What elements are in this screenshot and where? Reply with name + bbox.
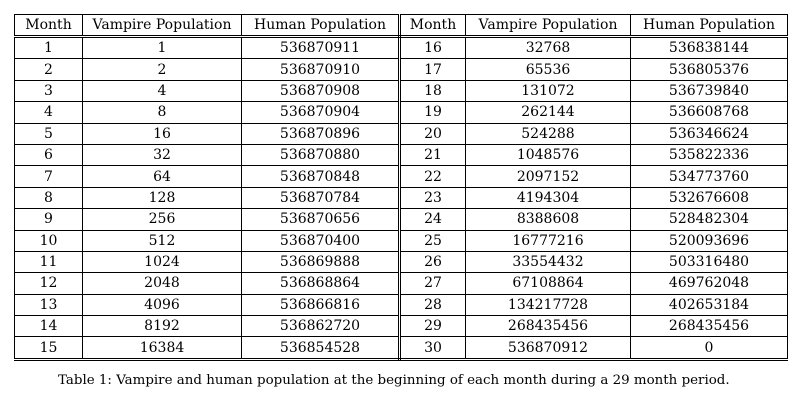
vampire-population-right-cell: 262144 [466,102,631,123]
table-row [15,187,788,208]
vampire-population-right-cell: 131072 [466,80,631,101]
vampire-population-right-cell: 65536 [466,59,631,80]
vampire-population-right-cell: 134217728 [466,294,631,315]
table-row [15,37,788,59]
month-left-cell: 10 [15,230,83,251]
month-right-cell: 19 [400,102,466,123]
month-right-cell: 16 [400,37,466,59]
table-header-row [15,15,788,37]
vampire-population-right-cell: 33554432 [466,251,631,272]
population-table [14,14,788,361]
human-population-right-cell: 268435456 [631,316,788,337]
month-left-cell: 2 [15,59,83,80]
month-left-cell: 3 [15,80,83,101]
month-left-cell: 5 [15,123,83,144]
vampire-population-right-cell: 2097152 [466,166,631,187]
vampire-population-left-cell: 512 [83,230,242,251]
human-population-right-cell: 532676608 [631,187,788,208]
month-right-cell: 28 [400,294,466,315]
table-row [15,316,788,337]
human-population-right-cell: 402653184 [631,294,788,315]
human-population-left-cell: 536869888 [242,251,400,272]
human-population-right-cell: 0 [631,337,788,359]
vampire-population-right-cell: 16777216 [466,230,631,251]
header-month-right: Month [400,15,466,37]
month-left-cell: 8 [15,187,83,208]
table-row [15,123,788,144]
table-row [15,102,788,123]
human-population-right-cell: 503316480 [631,251,788,272]
month-right-cell: 17 [400,59,466,80]
month-left-cell: 15 [15,337,83,359]
human-population-left-cell: 536870880 [242,144,400,165]
human-population-right-cell: 536805376 [631,59,788,80]
population-table-container [14,14,788,361]
human-population-left-cell: 536870904 [242,102,400,123]
vampire-population-left-cell: 256 [83,209,242,230]
vampire-population-left-cell: 2048 [83,273,242,294]
human-population-right-cell: 536838144 [631,37,788,59]
vampire-population-right-cell: 1048576 [466,144,631,165]
human-population-left-cell: 536870908 [242,80,400,101]
human-population-right-cell: 528482304 [631,209,788,230]
vampire-population-right-cell: 268435456 [466,316,631,337]
month-left-cell: 14 [15,316,83,337]
human-population-right-cell: 535822336 [631,144,788,165]
human-population-left-cell: 536870911 [242,37,400,59]
table-caption: Table 1: Vampire and human population at the beginning of each month during a 29 month period. [58,373,730,388]
human-population-right-cell: 536346624 [631,123,788,144]
human-population-left-cell: 536870848 [242,166,400,187]
vampire-population-right-cell: 32768 [466,37,631,59]
vampire-population-left-cell: 8192 [83,316,242,337]
month-right-cell: 21 [400,144,466,165]
vampire-population-left-cell: 16 [83,123,242,144]
vampire-population-left-cell: 128 [83,187,242,208]
table-row [15,166,788,187]
header-vampire-population-left: Vampire Population [83,15,242,37]
human-population-right-cell: 534773760 [631,166,788,187]
month-right-cell: 30 [400,337,466,359]
month-right-cell: 26 [400,251,466,272]
table-row [15,294,788,315]
vampire-population-right-cell: 4194304 [466,187,631,208]
human-population-left-cell: 536870896 [242,123,400,144]
month-left-cell: 9 [15,209,83,230]
human-population-left-cell: 536870910 [242,59,400,80]
table-row [15,209,788,230]
human-population-right-cell: 520093696 [631,230,788,251]
human-population-left-cell: 536854528 [242,337,400,359]
human-population-left-cell: 536870400 [242,230,400,251]
month-right-cell: 23 [400,187,466,208]
header-vampire-population-right: Vampire Population [466,15,631,37]
vampire-population-right-cell: 8388608 [466,209,631,230]
vampire-population-left-cell: 16384 [83,337,242,359]
month-left-cell: 12 [15,273,83,294]
vampire-population-right-cell: 67108864 [466,273,631,294]
table-row [15,337,788,359]
month-right-cell: 29 [400,316,466,337]
month-right-cell: 27 [400,273,466,294]
month-right-cell: 22 [400,166,466,187]
vampire-population-left-cell: 4 [83,80,242,101]
vampire-population-right-cell: 524288 [466,123,631,144]
month-left-cell: 11 [15,251,83,272]
header-human-population-right: Human Population [631,15,788,37]
human-population-left-cell: 536866816 [242,294,400,315]
vampire-population-left-cell: 2 [83,59,242,80]
table-body [15,37,788,360]
vampire-population-left-cell: 8 [83,102,242,123]
month-right-cell: 20 [400,123,466,144]
month-left-cell: 4 [15,102,83,123]
human-population-left-cell: 536870784 [242,187,400,208]
table-row [15,230,788,251]
human-population-left-cell: 536862720 [242,316,400,337]
table-row [15,273,788,294]
table-row [15,80,788,101]
vampire-population-left-cell: 4096 [83,294,242,315]
header-month-left: Month [15,15,83,37]
human-population-left-cell: 536868864 [242,273,400,294]
table-row [15,59,788,80]
human-population-right-cell: 536608768 [631,102,788,123]
human-population-right-cell: 536739840 [631,80,788,101]
month-left-cell: 1 [15,37,83,59]
month-left-cell: 6 [15,144,83,165]
header-human-population-left: Human Population [242,15,400,37]
month-right-cell: 25 [400,230,466,251]
human-population-right-cell: 469762048 [631,273,788,294]
vampire-population-left-cell: 64 [83,166,242,187]
month-left-cell: 13 [15,294,83,315]
table-row [15,144,788,165]
vampire-population-left-cell: 1024 [83,251,242,272]
vampire-population-left-cell: 1 [83,37,242,59]
month-right-cell: 18 [400,80,466,101]
month-left-cell: 7 [15,166,83,187]
month-right-cell: 24 [400,209,466,230]
table-row [15,251,788,272]
vampire-population-right-cell: 536870912 [466,337,631,359]
vampire-population-left-cell: 32 [83,144,242,165]
human-population-left-cell: 536870656 [242,209,400,230]
